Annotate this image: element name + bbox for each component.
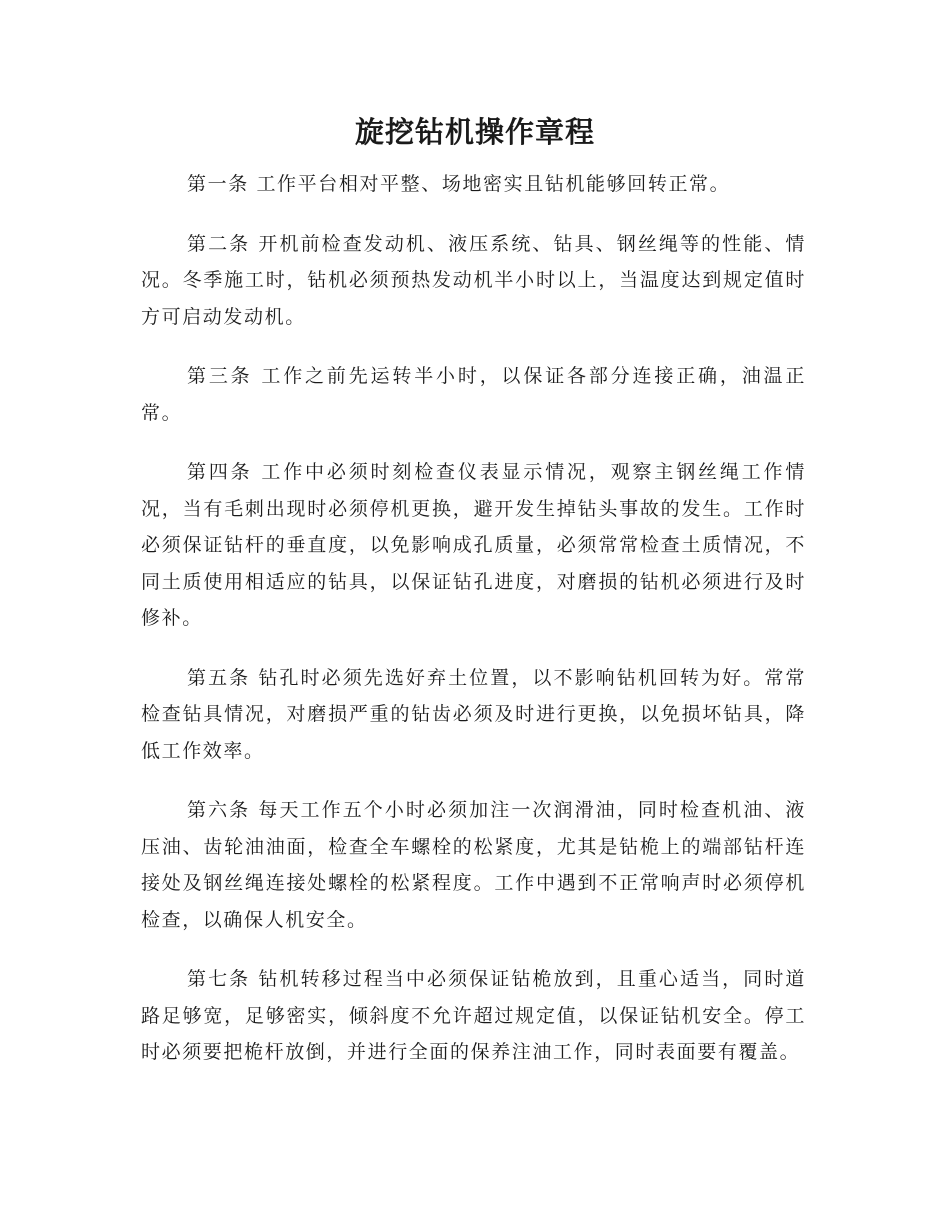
article-5: 第五条 钻孔时必须先选好弃土位置，以不影响钻机回转为好。常常检查钻具情况，对磨损严重的钻齿必须及时进行更换，以免损坏钻具，降低工作效率。	[141, 666, 806, 762]
article-2: 第二条 开机前检查发动机、液压系统、钻具、钢丝绳等的性能、情况。冬季施工时，钻机必须预热发动机半小时以上，当温度达到规定值时方可启动发动机。	[141, 232, 806, 328]
article-4: 第四条 工作中必须时刻检查仪表显示情况，观察主钢丝绳工作情况，当有毛刺出现时必须停机更换，避开发生掉钻头事故的发生。工作时必须保证钻杆的垂直度，以免影响成孔质量，必须常常检查土质情况，不同土质使用相适应的钻具，以保证钻孔进度，对磨损的钻机必须进行及时修补。	[141, 461, 806, 629]
document-title: 旋挖钻机操作章程	[354, 115, 595, 149]
article-list	[141, 166, 806, 1094]
article-7: 第七条 钻机转移过程当中必须保证钻桅放到，且重心适当，同时道路足够宽，足够密实，倾斜度不允许超过规定值，以保证钻机安全。停工时必须要把桅杆放倒，并进行全面的保养注油工作，同时表面要有覆盖。	[141, 968, 806, 1063]
article-6: 第六条 每天工作五个小时必须加注一次润滑油，同时检查机油、液压油、齿轮油油面，检查全车螺栓的松紧度，尤其是钻桅上的端部钻杆连接处及钢丝绳连接处螺栓的松紧程度。工作中遇到不正常响声时必须停机检查，以确保人机安全。	[141, 799, 806, 931]
article-1: 第一条 工作平台相对平整、场地密实且钻机能够回转正常。	[187, 173, 731, 195]
article-3: 第三条 工作之前先运转半小时，以保证各部分连接正确，油温正常。	[141, 365, 806, 424]
